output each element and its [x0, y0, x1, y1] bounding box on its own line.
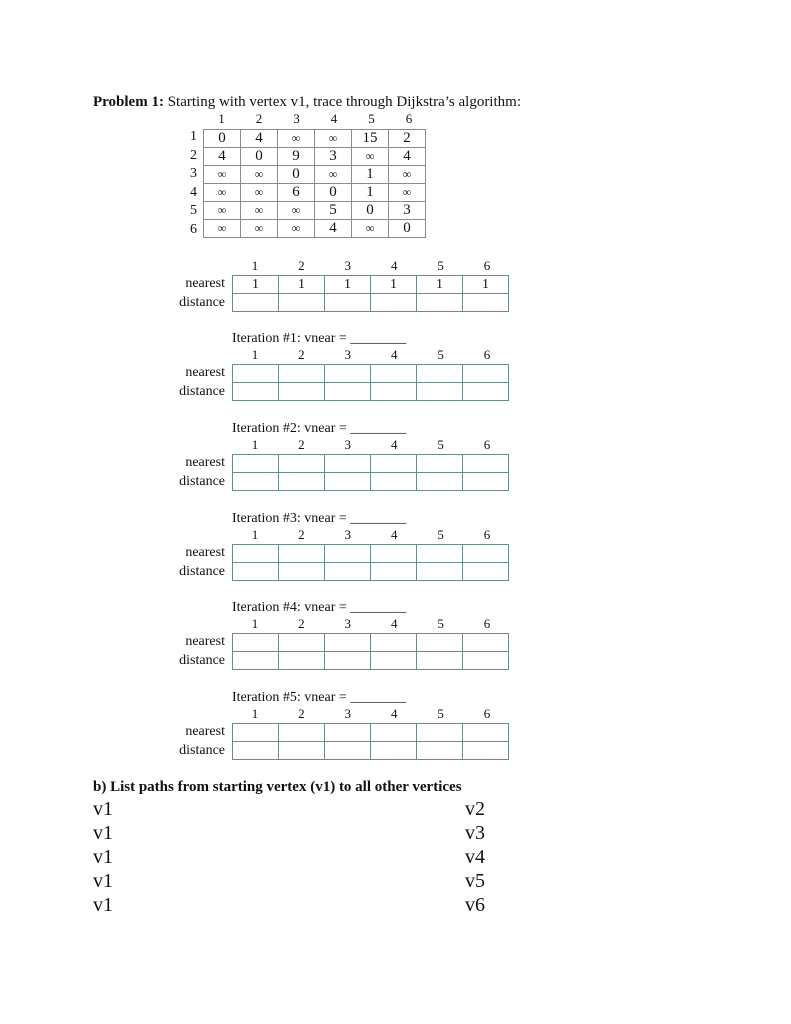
distance-label: distance	[179, 294, 225, 310]
distance-label: distance	[179, 383, 225, 399]
table-col-header: 2	[298, 437, 305, 452]
table-col-header: 2	[298, 347, 305, 362]
path-start-vertex: v1	[93, 822, 113, 844]
nearest-cell[interactable]	[463, 634, 509, 652]
nearest-cell[interactable]	[279, 634, 325, 652]
iteration-title: Iteration #4: vnear = ________	[232, 600, 407, 615]
trace-table	[232, 275, 509, 312]
table-col-header: 3	[344, 616, 352, 631]
nearest-cell[interactable]	[233, 545, 279, 563]
matrix-cell: 0	[389, 220, 426, 238]
nearest-cell[interactable]	[417, 365, 463, 383]
nearest-label: nearest	[185, 724, 225, 739]
table-col-header: 3	[344, 706, 352, 721]
table-col-header: 4	[390, 616, 398, 631]
distance-cell[interactable]	[279, 742, 325, 760]
nearest-row	[233, 724, 509, 742]
iteration-title: Iteration #5: vnear = ________	[232, 690, 407, 705]
table-col-header: 1	[251, 616, 259, 631]
nearest-label: nearest	[185, 634, 225, 649]
distance-cell[interactable]	[371, 294, 417, 312]
matrix-cell: 4	[241, 130, 278, 148]
table-col-header: 3	[344, 527, 352, 542]
trace-table	[232, 633, 509, 670]
table-col-header: 2	[298, 616, 305, 631]
distance-cell[interactable]	[371, 383, 417, 401]
distance-row	[233, 563, 509, 581]
distance-cell[interactable]	[325, 294, 371, 312]
matrix-cell: ∞	[204, 166, 241, 184]
distance-cell[interactable]	[417, 383, 463, 401]
matrix-cell: 6	[278, 184, 315, 202]
table-col-header: 3	[344, 347, 352, 362]
table-col-header: 2	[298, 527, 305, 542]
nearest-row	[233, 276, 509, 294]
distance-cell[interactable]	[325, 383, 371, 401]
distance-label: distance	[179, 652, 225, 668]
nearest-cell[interactable]	[371, 724, 417, 742]
matrix-cell: 15	[352, 130, 389, 148]
matrix-row	[204, 220, 426, 238]
table-col-header: 1	[251, 527, 259, 542]
distance-cell[interactable]	[279, 383, 325, 401]
distance-row	[233, 742, 509, 760]
path-end-vertex: v3	[465, 822, 485, 844]
distance-cell[interactable]	[463, 294, 509, 312]
distance-label: distance	[179, 563, 225, 579]
table-col-header: 5	[437, 527, 444, 542]
nearest-cell[interactable]	[279, 455, 325, 473]
distance-cell[interactable]	[233, 563, 279, 581]
distance-cell[interactable]	[463, 742, 509, 760]
distance-cell[interactable]	[233, 742, 279, 760]
nearest-label: nearest	[185, 545, 225, 560]
nearest-cell[interactable]: 1	[325, 276, 371, 294]
matrix-cell: 4	[204, 148, 241, 166]
table-col-header: 3	[344, 258, 352, 273]
matrix-col-header: 6	[405, 111, 413, 126]
table-col-header: 1	[251, 706, 259, 721]
matrix-cell: ∞	[278, 130, 315, 148]
matrix-cell: ∞	[204, 184, 241, 202]
distance-cell[interactable]	[279, 294, 325, 312]
table-col-header: 4	[390, 347, 398, 362]
table-col-header: 1	[251, 258, 259, 273]
matrix-cell: ∞	[278, 202, 315, 220]
nearest-cell[interactable]	[325, 545, 371, 563]
matrix-cell: ∞	[352, 148, 389, 166]
matrix-row-header: 4	[190, 184, 197, 200]
matrix-cell: ∞	[241, 202, 278, 220]
distance-cell[interactable]	[325, 742, 371, 760]
table-col-header: 6	[483, 437, 491, 452]
distance-cell[interactable]	[279, 563, 325, 581]
distance-cell[interactable]	[417, 473, 463, 491]
distance-cell[interactable]	[371, 652, 417, 670]
path-end-vertex: v4	[465, 846, 485, 868]
trace-table	[232, 454, 509, 491]
nearest-cell[interactable]	[233, 634, 279, 652]
distance-cell[interactable]	[325, 473, 371, 491]
path-end-vertex: v2	[465, 798, 485, 820]
matrix-row-header: 1	[190, 129, 197, 144]
nearest-label: nearest	[185, 365, 225, 380]
distance-row	[233, 473, 509, 491]
nearest-cell[interactable]	[233, 724, 279, 742]
matrix-cell: 0	[204, 130, 241, 148]
distance-cell[interactable]	[417, 742, 463, 760]
distance-cell[interactable]	[417, 652, 463, 670]
distance-label: distance	[179, 742, 225, 758]
nearest-cell[interactable]	[325, 455, 371, 473]
matrix-cell: ∞	[241, 184, 278, 202]
nearest-cell[interactable]	[463, 545, 509, 563]
matrix-cell: ∞	[204, 202, 241, 220]
distance-cell[interactable]	[417, 563, 463, 581]
nearest-cell[interactable]: 1	[279, 276, 325, 294]
distance-cell[interactable]	[325, 652, 371, 670]
matrix-row	[204, 148, 426, 166]
matrix-row-header: 5	[190, 203, 197, 219]
matrix-row	[204, 166, 426, 184]
matrix-col-header: 3	[293, 111, 300, 126]
nearest-cell[interactable]: 1	[463, 276, 509, 294]
matrix-col-header: 1	[218, 111, 225, 126]
table-col-header: 6	[483, 616, 491, 631]
distance-cell[interactable]	[463, 652, 509, 670]
nearest-cell[interactable]: 1	[371, 276, 417, 294]
table-col-header: 6	[483, 706, 491, 721]
table-col-header: 1	[251, 437, 259, 452]
nearest-row	[233, 545, 509, 563]
nearest-row	[233, 634, 509, 652]
problem-text: Starting with vertex v1, trace through Dijkstra’s algorithm:	[167, 94, 521, 110]
matrix-cell: 1	[352, 184, 389, 202]
path-start-vertex: v1	[93, 846, 113, 868]
matrix-row	[204, 184, 426, 202]
matrix-cell: 0	[278, 166, 315, 184]
table-col-header: 6	[483, 347, 491, 362]
table-col-header: 3	[344, 437, 352, 452]
nearest-cell[interactable]	[371, 365, 417, 383]
matrix-row-header: 3	[190, 166, 197, 182]
matrix-cell: ∞	[352, 220, 389, 238]
path-start-vertex: v1	[93, 894, 113, 916]
nearest-label: nearest	[185, 455, 225, 470]
distance-row	[233, 294, 509, 312]
matrix-col-header: 4	[330, 111, 338, 126]
matrix-grid	[203, 129, 426, 238]
matrix-cell: 5	[315, 202, 352, 220]
nearest-cell[interactable]	[417, 545, 463, 563]
nearest-cell[interactable]	[371, 634, 417, 652]
matrix-cell: 9	[278, 148, 315, 166]
path-end-vertex: v6	[465, 894, 485, 916]
nearest-cell[interactable]	[417, 724, 463, 742]
matrix-cell: ∞	[241, 220, 278, 238]
iteration-title: Iteration #3: vnear = ________	[232, 511, 407, 526]
table-col-header: 5	[437, 706, 444, 721]
path-end-vertex: v5	[465, 870, 485, 892]
distance-row	[233, 383, 509, 401]
distance-row	[233, 652, 509, 670]
matrix-cell: 0	[352, 202, 389, 220]
nearest-cell[interactable]	[463, 365, 509, 383]
nearest-label: nearest	[185, 276, 225, 291]
table-col-header: 1	[251, 347, 259, 362]
matrix-row-header: 2	[190, 147, 197, 163]
distance-cell[interactable]	[417, 294, 463, 312]
nearest-cell[interactable]	[233, 455, 279, 473]
nearest-cell[interactable]	[417, 455, 463, 473]
nearest-cell[interactable]	[279, 365, 325, 383]
table-col-header: 2	[298, 706, 305, 721]
matrix-col-header: 2	[255, 111, 263, 126]
table-col-header: 5	[437, 347, 444, 362]
distance-cell[interactable]	[233, 473, 279, 491]
distance-cell[interactable]	[279, 473, 325, 491]
table-col-header: 5	[437, 437, 444, 452]
table-col-header: 4	[390, 437, 398, 452]
matrix-cell: ∞	[389, 166, 426, 184]
distance-cell[interactable]	[233, 652, 279, 670]
matrix-cell: 2	[389, 130, 426, 148]
matrix-cell: ∞	[315, 130, 352, 148]
matrix-row-header: 6	[190, 222, 197, 237]
table-col-header: 6	[483, 527, 491, 542]
nearest-cell[interactable]	[417, 634, 463, 652]
distance-label: distance	[179, 473, 225, 489]
nearest-cell[interactable]	[325, 634, 371, 652]
nearest-cell[interactable]	[463, 724, 509, 742]
part-b-heading: b) List paths from starting vertex (v1) to all other vertices	[93, 779, 462, 795]
trace-table	[232, 364, 509, 401]
nearest-cell[interactable]: 1	[417, 276, 463, 294]
nearest-cell[interactable]	[325, 365, 371, 383]
distance-cell[interactable]	[371, 742, 417, 760]
trace-table	[232, 544, 509, 581]
nearest-cell[interactable]	[279, 545, 325, 563]
matrix-cell: 3	[389, 202, 426, 220]
table-col-header: 5	[437, 616, 444, 631]
distance-cell[interactable]	[463, 473, 509, 491]
distance-cell[interactable]	[233, 294, 279, 312]
nearest-cell[interactable]	[325, 724, 371, 742]
distance-cell[interactable]	[233, 383, 279, 401]
nearest-cell[interactable]	[279, 724, 325, 742]
table-col-header: 2	[298, 258, 305, 273]
table-col-header: 4	[390, 527, 398, 542]
matrix-cell: 0	[241, 148, 278, 166]
nearest-cell[interactable]	[371, 545, 417, 563]
table-col-header: 5	[437, 258, 444, 273]
iteration-title: Iteration #1: vnear = ________	[232, 331, 407, 346]
path-start-vertex: v1	[93, 798, 113, 820]
matrix-cell: 3	[315, 148, 352, 166]
iteration-title: Iteration #2: vnear = ________	[232, 421, 407, 436]
matrix-row	[204, 202, 426, 220]
nearest-cell[interactable]	[371, 455, 417, 473]
distance-cell[interactable]	[325, 563, 371, 581]
path-start-vertex: v1	[93, 870, 113, 892]
matrix-cell: ∞	[241, 166, 278, 184]
nearest-cell[interactable]	[463, 455, 509, 473]
distance-cell[interactable]	[463, 383, 509, 401]
matrix-cell: ∞	[389, 184, 426, 202]
problem-heading	[93, 94, 521, 111]
nearest-cell[interactable]: 1	[233, 276, 279, 294]
matrix-cell: 1	[352, 166, 389, 184]
matrix-cell: 4	[389, 148, 426, 166]
distance-cell[interactable]	[371, 563, 417, 581]
distance-cell[interactable]	[371, 473, 417, 491]
distance-cell[interactable]	[463, 563, 509, 581]
nearest-row	[233, 365, 509, 383]
nearest-row	[233, 455, 509, 473]
trace-table	[232, 723, 509, 760]
nearest-cell[interactable]	[233, 365, 279, 383]
table-col-header: 6	[483, 258, 491, 273]
matrix-cell: 4	[315, 220, 352, 238]
table-col-header: 4	[390, 706, 398, 721]
matrix-cell: 0	[315, 184, 352, 202]
problem-label: Problem 1:	[93, 94, 164, 110]
matrix-cell: ∞	[278, 220, 315, 238]
matrix-row	[204, 130, 426, 148]
matrix-cell: ∞	[204, 220, 241, 238]
table-col-header: 4	[390, 258, 398, 273]
distance-cell[interactable]	[279, 652, 325, 670]
matrix-cell: ∞	[315, 166, 352, 184]
matrix-col-header: 5	[368, 111, 375, 126]
